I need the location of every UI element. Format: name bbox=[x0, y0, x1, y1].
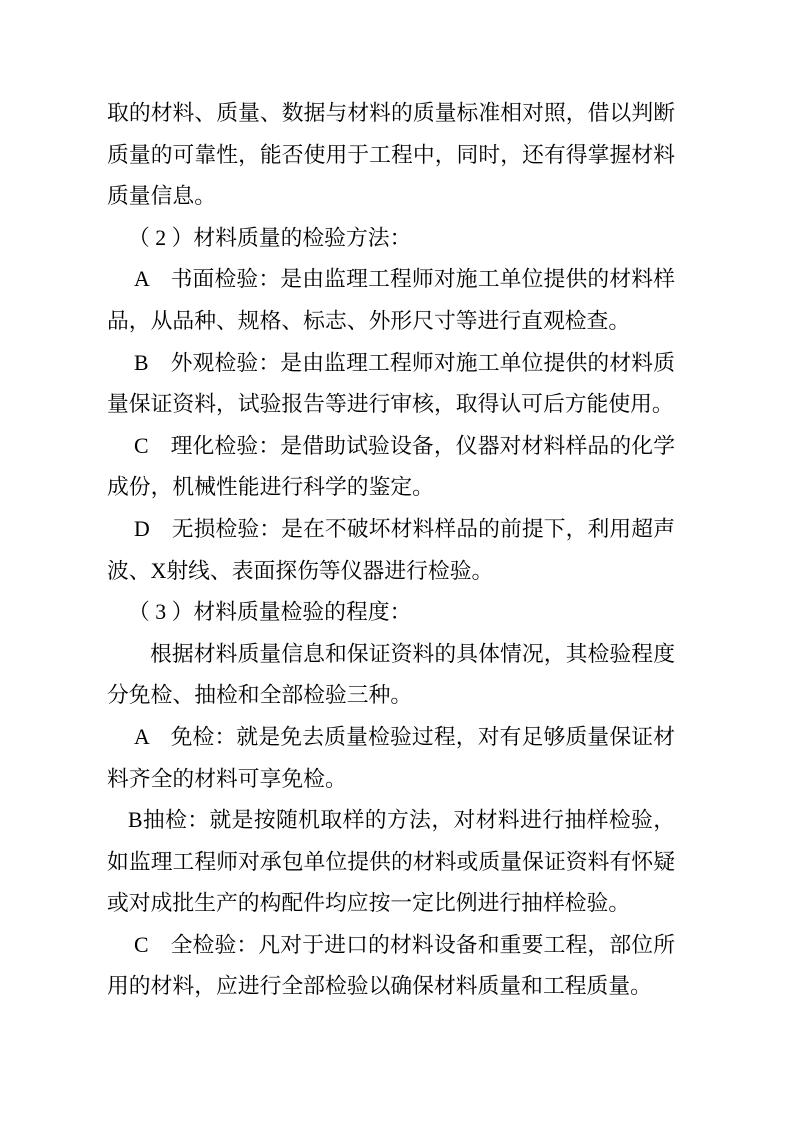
document-body bbox=[107, 93, 675, 1008]
paragraph-item-b-visual-inspection: B 外观检验：是由监理工程师对施工单位提供的材料质量保证资料，试验报告等进行审核，取得认可后方能使用。 bbox=[107, 350, 675, 417]
paragraph-item-a-written-inspection: A 书面检验：是由监理工程师对施工单位提供的材料样品，从品种、规格、标志、外形尺寸等进行直观检查。 bbox=[107, 267, 675, 333]
paragraph-item-d-nondestructive-inspection: D 无损检验：是在不破坏材料样品的前提下，利用超声波、X射线、表面探伤等仪器进行检验。 bbox=[107, 516, 675, 583]
paragraph-intro-continuation: 取的材料、质量、数据与材料的质量标准相对照，借以判断质量的可靠性，能否使用于工程中，同时，还有得掌握材料质量信息。 bbox=[107, 101, 675, 209]
paragraph-section-3-heading: （ 3 ）材料质量检验的程度： bbox=[128, 600, 412, 625]
paragraph-section-2-heading: （ 2 ）材料质量的检验方法： bbox=[128, 225, 412, 250]
paragraph-item-c-full-inspection: C 全检验：凡对于进口的材料设备和重要工程，部位所用的材料，应进行全部检验以确保材料质量和工程质量。 bbox=[107, 932, 675, 999]
paragraph-inspection-degree-intro: 根据材料质量信息和保证资料的具体情况，其检验程度分免检、抽检和全部检验三种。 bbox=[107, 641, 675, 708]
paragraph-item-c-physchem-inspection: C 理化检验：是借助试验设备，仪器对材料样品的化学成份，机械性能进行科学的鉴定。 bbox=[107, 433, 675, 500]
paragraph-item-b-sampling-inspection: B抽检：就是按随机取样的方法，对材料进行抽样检验，如监理工程师对承包单位提供的材料或质量保证资料有怀疑或对成批生产的构配件均应按一定比例进行抽样检验。 bbox=[107, 808, 675, 916]
paragraph-item-a-exempt-inspection: A 免检：就是免去质量检验过程，对有足够质量保证材料齐全的材料可享免检。 bbox=[107, 724, 675, 791]
